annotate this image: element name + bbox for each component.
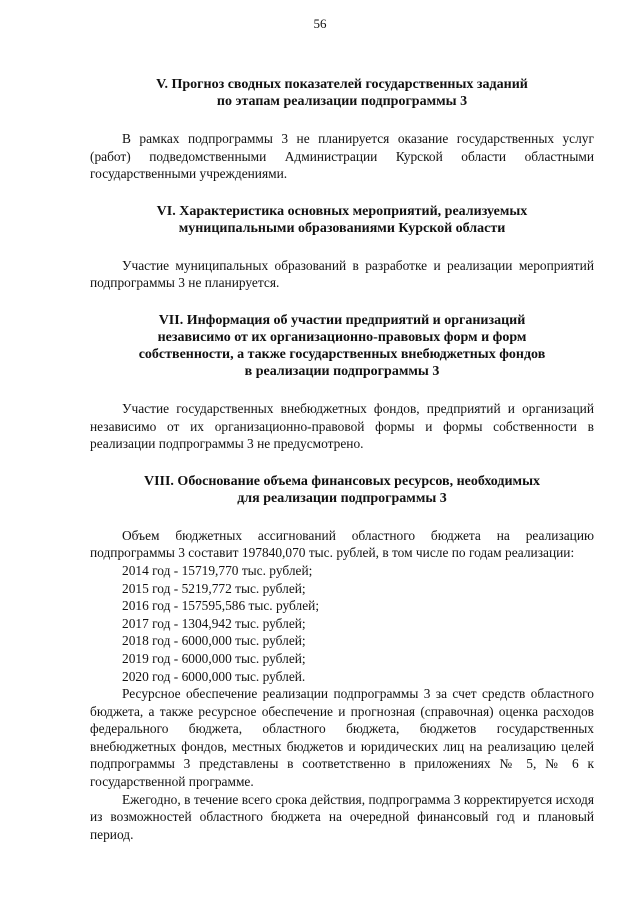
funding-by-year-list: [90, 562, 594, 685]
page-number: 56: [313, 16, 327, 31]
section-title-line: в реализации подпрограммы 3: [244, 363, 440, 379]
paragraph: Ресурсное обеспечение реализации подпрограммы 3 за счет средств областного бюджета, а также ресурсное обеспечение и прогнозная (справочная) оценка расходов федерального бюджета, областного бюджета, бюджетов государственных внебюджетных фондов, местных бюджетов и юридических лиц на реализацию целей подпрограммы 3 представлены в соответственно в приложениях № 5, № 6 к государственной программе.: [90, 686, 594, 790]
list-item: 2015 год - 5219,772 тыс. рублей;: [122, 580, 306, 596]
paragraph-intro: Объем бюджетных ассигнований областного бюджета на реализацию подпрограммы 3 составит 197840,070 тыс. рублей, в том числе по годам реализации:: [90, 527, 594, 561]
list-item: 2019 год - 6000,000 тыс. рублей;: [122, 650, 306, 666]
list-item: 2020 год - 6000,000 тыс. рублей.: [122, 668, 306, 684]
list-item: 2018 год - 6000,000 тыс. рублей;: [122, 633, 306, 649]
list-item: 2016 год - 157595,586 тыс. рублей;: [122, 598, 320, 614]
paragraph: Участие муниципальных образований в разработке и реализации мероприятий подпрограммы 3 не планируется.: [90, 257, 594, 291]
section-vii: [90, 312, 594, 453]
section-vi: [90, 203, 594, 292]
list-item: 2017 год - 1304,942 тыс. рублей;: [122, 615, 306, 631]
section-v-title: [90, 76, 594, 110]
list-item: 2014 год - 15719,770 тыс. рублей;: [122, 562, 313, 578]
section-viii-title: [90, 473, 594, 507]
section-title-line: независимо от их организационно-правовых форм и форм: [157, 329, 527, 345]
section-viii: [90, 473, 594, 844]
section-vi-title: [90, 203, 594, 237]
section-title-line: по этапам реализации подпрограммы 3: [216, 94, 468, 109]
section-title-line: для реализации подпрограммы 3: [237, 490, 447, 506]
section-v: [90, 76, 594, 183]
section-title-line: VI. Характеристика основных мероприятий, реализуемых: [156, 203, 528, 219]
section-title-line: собственности, а также государственных внебюджетных фондов: [138, 346, 546, 362]
document-body: [90, 76, 594, 863]
section-title-line: VIII. Обоснование объема финансовых ресурсов, необходимых: [143, 473, 541, 489]
section-title-line: V. Прогноз сводных показателей государственных заданий: [156, 77, 528, 92]
section-title-line: VII. Информация об участии предприятий и организаций: [158, 312, 526, 328]
section-title-line: муниципальными образованиями Курской области: [178, 220, 506, 236]
paragraph: Участие государственных внебюджетных фондов, предприятий и организаций независимо от их организационно-правовой формы и формы собственности в реализации подпрограммы 3 не предусмотрено.: [90, 400, 594, 452]
paragraph: В рамках подпрограммы 3 не планируется оказание государственных услуг (работ) подведомственными Администрации Курской области областными государственными учреждениями.: [90, 131, 594, 182]
paragraph: Ежегодно, в течение всего срока действия, подпрограмма 3 корректируется исходя из возможностей областного бюджета на очередной финансовый год и плановый период.: [90, 791, 594, 842]
section-vii-title: [90, 312, 594, 380]
